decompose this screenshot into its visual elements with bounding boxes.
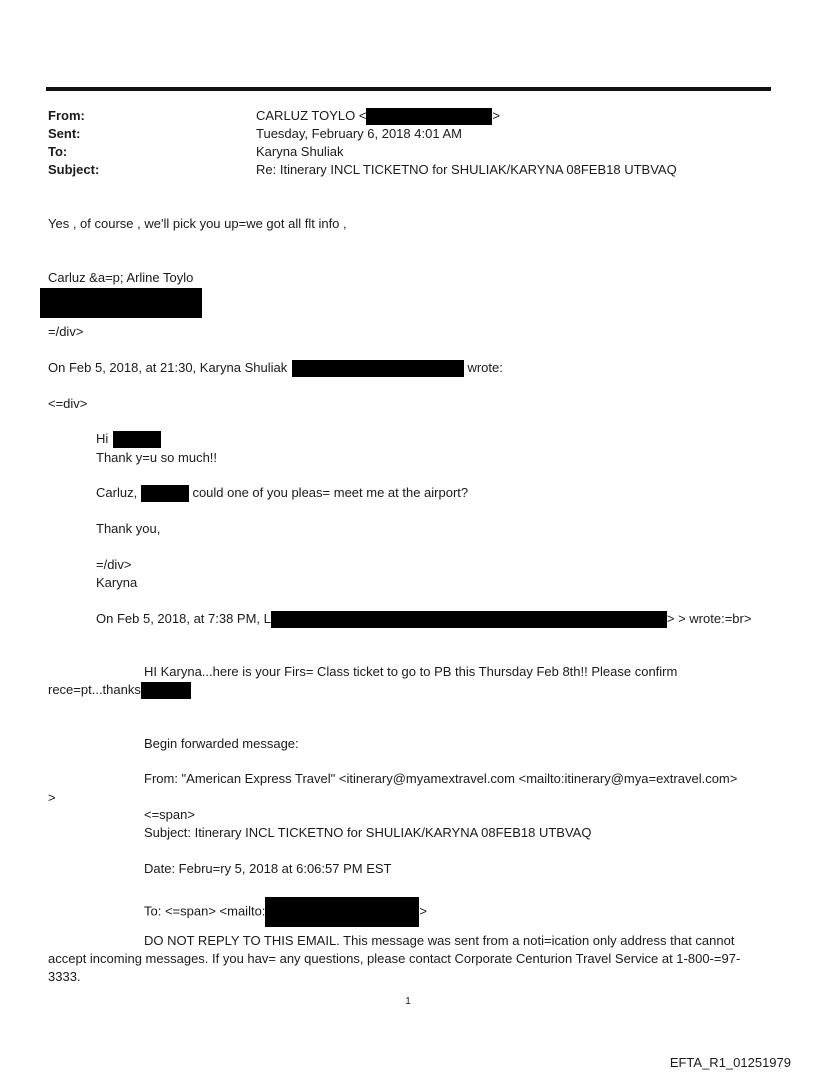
on-wrote-2-post: > > wrote:=br> bbox=[666, 611, 752, 626]
do-not-reply-1: DO NOT REPLY TO THIS EMAIL. This message was sent from a noti=ication only address that cannot bbox=[144, 933, 735, 948]
do-not-reply-2: accept incoming messages. If you hav= any questions, please contact Corporate Centurion Travel Service at 1-800-=97- bbox=[48, 951, 741, 966]
sent-label: Sent: bbox=[48, 126, 81, 141]
receipt-text: rece=pt...thanks bbox=[48, 682, 141, 697]
end-div-1: =/div> bbox=[48, 324, 84, 339]
forwarded-to bbox=[144, 897, 427, 927]
subject-label: Subject: bbox=[48, 162, 100, 177]
span-open: <=span> bbox=[144, 807, 195, 822]
thank-you-line: Thank you, bbox=[96, 521, 161, 536]
reply-line: Yes , of course , we'll pick you up=we got all flt info , bbox=[48, 216, 347, 231]
forwarded-to-tail: > bbox=[419, 903, 428, 919]
forwarded-date: Date: Febru=ry 5, 2018 at 6:06:57 PM EST bbox=[144, 861, 392, 876]
redaction-box bbox=[141, 682, 191, 699]
div-open: <=div> bbox=[48, 396, 88, 411]
signature: Carluz &a=p; Arline Toylo bbox=[48, 270, 194, 285]
on-wrote-1-post: wrote: bbox=[467, 360, 503, 375]
to-label: To: bbox=[48, 144, 68, 159]
carluz-line bbox=[96, 485, 468, 502]
hi-line bbox=[96, 431, 161, 448]
from-value bbox=[256, 108, 500, 125]
thanks-line: Thank y=u so much!! bbox=[96, 450, 218, 465]
to-value: Karyna Shuliak bbox=[256, 144, 344, 159]
on-wrote-2 bbox=[96, 611, 751, 628]
from-label: From: bbox=[48, 108, 85, 123]
subject-value: Re: Itinerary INCL TICKETNO for SHULIAK/KARYNA 08FEB18 UTBVAQ bbox=[256, 162, 677, 177]
on-wrote-1-pre: On Feb 5, 2018, at 21:30, Karyna Shuliak bbox=[48, 360, 288, 375]
from-name: CARLUZ TOYLO < bbox=[256, 108, 367, 123]
redaction-box bbox=[366, 108, 492, 125]
from-tail: > bbox=[492, 108, 501, 123]
on-wrote-1 bbox=[48, 360, 503, 377]
redaction-box bbox=[271, 611, 667, 628]
redaction-box bbox=[292, 360, 464, 377]
receipt-line bbox=[48, 682, 191, 699]
forwarded-to-pre: To: <=span> <mailto: bbox=[144, 903, 266, 919]
karyna-signature: Karyna bbox=[96, 575, 138, 590]
redaction-box bbox=[113, 431, 161, 448]
forwarded-from: From: "American Express Travel" <itinerary@myamextravel.com <mailto:itinerary@mya=extravel.com> bbox=[144, 771, 738, 786]
carluz-post: could one of you pleas= meet me at the airport? bbox=[192, 485, 469, 500]
sent-value: Tuesday, February 6, 2018 4:01 AM bbox=[256, 126, 462, 141]
redaction-box bbox=[40, 288, 202, 318]
begin-forwarded: Begin forwarded message: bbox=[144, 736, 299, 751]
page-number: 1 bbox=[405, 996, 411, 1007]
header-rule bbox=[46, 87, 771, 91]
do-not-reply-3: 3333. bbox=[48, 969, 81, 984]
forwarded-subject: Subject: Itinerary INCL TICKETNO for SHULIAK/KARYNA 08FEB18 UTBVAQ bbox=[144, 825, 592, 840]
carluz-pre: Carluz, bbox=[96, 485, 138, 500]
forwarded-from-close: > bbox=[48, 790, 56, 805]
hi-text: Hi bbox=[96, 431, 109, 446]
end-div-2: =/div> bbox=[96, 557, 132, 572]
redaction-box bbox=[141, 485, 189, 502]
bates-number: EFTA_R1_01251979 bbox=[669, 1055, 791, 1070]
hi-karyna-line: HI Karyna...here is your Firs= Class ticket to go to PB this Thursday Feb 8th!! Please confirm bbox=[144, 664, 678, 679]
on-wrote-2-pre: On Feb 5, 2018, at 7:38 PM, L bbox=[96, 611, 271, 626]
redaction-box bbox=[265, 897, 419, 927]
